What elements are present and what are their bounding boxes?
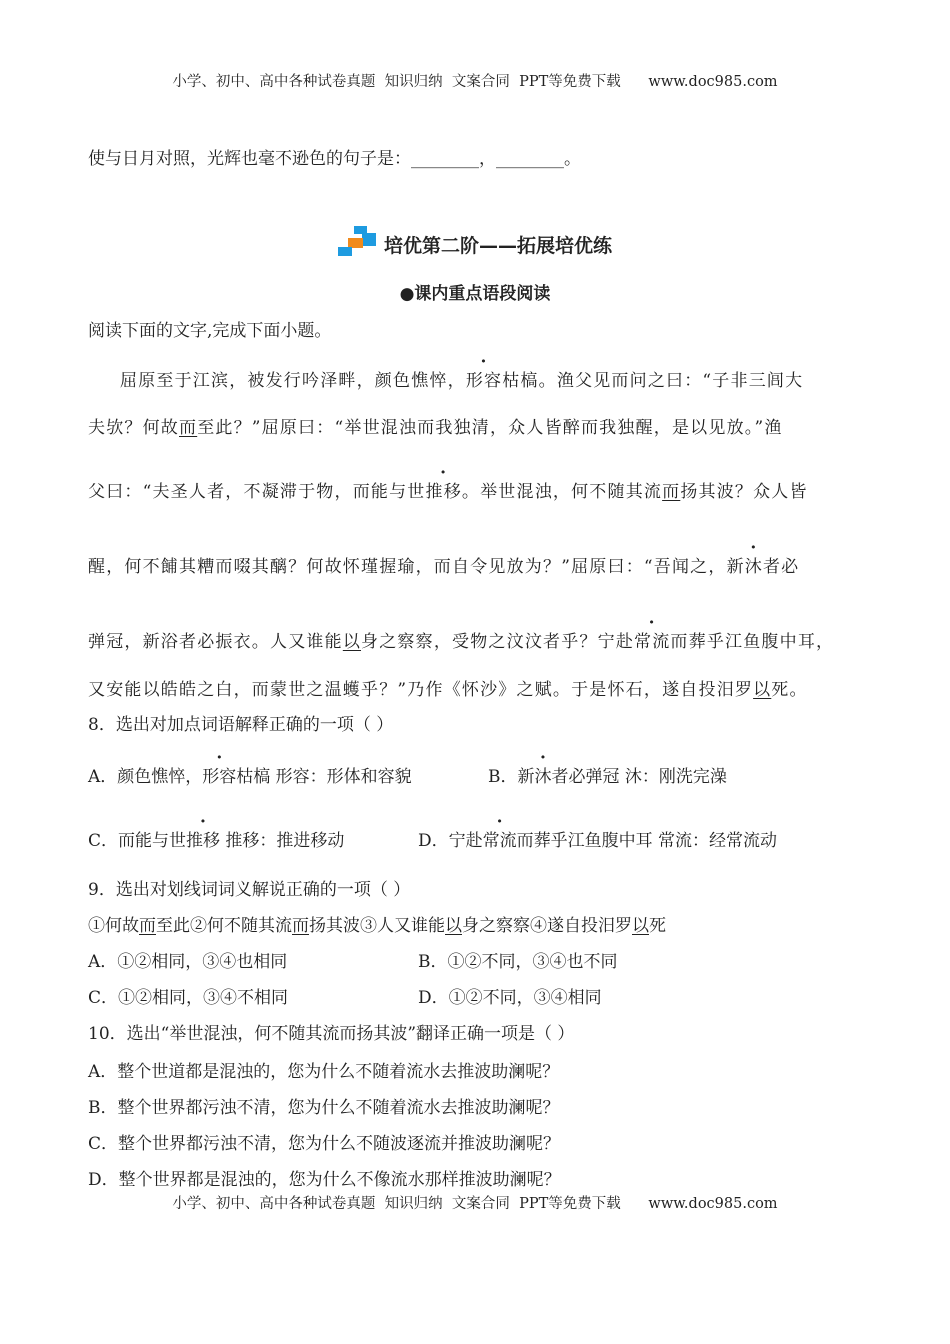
q9-option-c[interactable]: C．①②相同，③④不相同 — [88, 988, 289, 1008]
passage-text: 屈原至于江滨，被发行吟泽畔，颜色憔悴， — [120, 371, 466, 391]
passage-text: 枯槁。渔父见而问之曰：“子非三闾大 — [502, 371, 804, 391]
q10-option-c[interactable]: C．整个世界都污浊不清，您为什么不随波逐流并推波助澜呢？ — [88, 1134, 561, 1154]
passage-line-1 — [88, 366, 900, 391]
sentence-text: 身之察察④遂自投汨罗 — [462, 916, 632, 936]
passage-text: 又安能以皓皓之白，而蒙世之温蠖乎？”乃作《怀沙》之赋。于是怀石，遂自投汨罗 — [88, 680, 754, 700]
page-header: 小学、初中、高中各种试卷真题 知识归纳 文案合同 PPT等免费下载 www.doc985.com — [172, 74, 778, 90]
question-8-stem: 8．选出对加点词语解释正确的一项（ ） — [88, 715, 394, 735]
question-9-sentences — [88, 911, 868, 936]
passage-line-2 — [88, 413, 868, 438]
underlined-word: 而 — [179, 418, 198, 438]
q10-option-b[interactable]: B．整个世界都污浊不清，您为什么不随着流水去推波助澜呢？ — [88, 1098, 560, 1118]
option-text: D．宁赴 — [418, 831, 483, 851]
option-text: C．而能与世 — [88, 831, 187, 851]
passage-line-6 — [88, 675, 868, 700]
passage-text: 死。 — [771, 680, 808, 700]
section-title-text: 培优第二阶——拓展培优练 — [383, 235, 612, 257]
q8-option-d[interactable] — [418, 826, 777, 851]
dotted-word: 推移 — [425, 482, 462, 502]
passage-line-4 — [88, 552, 868, 577]
option-text: 枯槁 形容：形体和容貌 — [236, 767, 412, 787]
option-text: 推移：推进移动 — [220, 831, 345, 851]
fill-in-line: 使与日月对照，光辉也毫不逊色的句子是：________，________。 — [88, 149, 581, 169]
underlined-word: 以 — [632, 916, 649, 936]
q9-option-b[interactable]: B．①②不同，③④也不同 — [418, 952, 618, 972]
passage-text: 身之察察，受物之汶汶者乎？宁赴 — [361, 632, 635, 652]
option-text: 者必弹冠 沐：刚洗完澡 — [551, 767, 727, 787]
passage-text: 。举世混浊，何不随其流 — [461, 482, 663, 502]
q9-option-d[interactable]: D．①②不同，③④相同 — [418, 988, 602, 1008]
sentence-text: ①何故 — [88, 916, 139, 936]
option-text: B．新 — [488, 767, 535, 787]
section-title — [0, 226, 950, 258]
sentence-text: 至此②何不随其流 — [156, 916, 292, 936]
reading-instruction: 阅读下面的文字,完成下面小题。 — [88, 321, 332, 341]
underlined-word: 而 — [662, 482, 681, 502]
section-subtitle: ●课内重点语段阅读 — [399, 284, 551, 304]
option-text: A．颜色憔悴， — [88, 767, 203, 787]
passage-text: 弹冠，新浴者必振衣。人又谁能 — [88, 632, 343, 652]
passage-text: 扬其波？众人皆 — [680, 482, 808, 502]
dotted-word: 形容 — [465, 371, 503, 391]
passage-text: 父曰：“夫圣人者，不凝滞于物，而能与世 — [88, 482, 426, 502]
q8-option-b[interactable] — [488, 762, 727, 787]
dotted-word: 推移 — [186, 831, 221, 851]
passage-line-5 — [88, 627, 868, 652]
question-9-stem: 9．选出对划线词词义解说正确的一项（ ） — [88, 880, 411, 900]
question-10-stem: 10．选出“举世混浊，何不随其流而扬其波”翻译正确一项是（ ） — [88, 1024, 575, 1044]
passage-text: 而葬乎江鱼腹中耳， — [670, 632, 835, 652]
passage-text: 夫欤？何故 — [88, 418, 179, 438]
q10-option-a[interactable]: A．整个世道都是混浊的，您为什么不随着流水去推波助澜呢？ — [88, 1062, 560, 1082]
passage-line-3 — [88, 477, 868, 502]
underlined-word: 以 — [753, 680, 772, 700]
underlined-word: 以 — [342, 632, 362, 652]
dotted-word: 形容 — [202, 767, 237, 787]
dotted-word: 常流 — [482, 831, 517, 851]
page-footer: 小学、初中、高中各种试卷真题 知识归纳 文案合同 PPT等免费下载 www.doc985.com — [172, 1196, 778, 1212]
passage-text: 至此？”屈原曰：“举世混浊而我独清，众人皆醉而我独醒，是以见放。”渔 — [197, 418, 783, 438]
passage-text: 醒，何不餔其糟而啜其醨？何故怀瑾握瑜，而自令见放为？”屈原曰：“吾闻之，新 — [88, 557, 745, 577]
dotted-word: 沐 — [534, 767, 552, 787]
dotted-word: 沐 — [744, 557, 763, 577]
underlined-word: 而 — [292, 916, 309, 936]
section-logo-icon — [338, 226, 378, 256]
option-text: 而葬乎江鱼腹中耳 常流：经常流动 — [516, 831, 778, 851]
q9-option-a[interactable]: A．①②相同，③④也相同 — [88, 952, 288, 972]
dotted-word: 常流 — [634, 632, 671, 652]
q10-option-d[interactable]: D．整个世界都是混浊的，您为什么不像流水那样推波助澜呢？ — [88, 1170, 561, 1190]
sentence-text: 死 — [649, 916, 666, 936]
passage-text: 者必 — [762, 557, 800, 577]
sentence-text: 扬其波③人又谁能 — [309, 916, 445, 936]
q8-option-c[interactable] — [88, 826, 344, 851]
underlined-word: 以 — [445, 916, 462, 936]
q8-option-a[interactable] — [88, 762, 412, 787]
underlined-word: 而 — [139, 916, 156, 936]
